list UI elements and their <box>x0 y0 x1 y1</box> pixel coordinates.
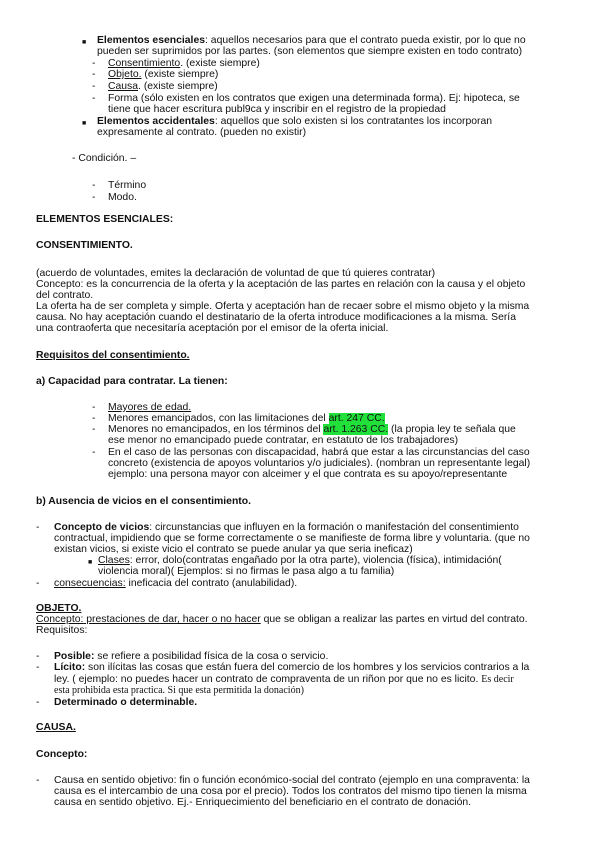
discapacidad-line-3: ejemplo: una persona mayor con alceimer y el que contrata es su apoyo/representante <box>108 469 508 480</box>
consentimiento-paragraph-line: una contraoferta que necesitaría aceptación por el emisor de la oferta inicial. <box>36 323 389 334</box>
causa-heading: CAUSA. <box>36 722 76 733</box>
dash: - <box>92 192 96 203</box>
causa-item: Causa. (existe siempre) <box>108 81 218 92</box>
highlight-art-247: art. 247 CC. <box>328 413 385 424</box>
menores-no-emancipados-line-1: Menores no emancipados, en los términos del art. 1.263 CC. (la propia ley te señala que <box>108 424 516 435</box>
modo-item: Modo. <box>108 192 137 203</box>
dash: - <box>92 58 96 69</box>
determinado-item: Determinado o determinable. <box>54 697 198 708</box>
clases-line-2: violencia moral)( Ejemplos: si no firmas le pasa algo a tu familia) <box>98 566 395 577</box>
dash: - <box>92 180 96 191</box>
licito-line-2: ley. ( ejemplo: no puedes hacer un contrato de compraventa de un riñon por que no es licito. Es decir <box>54 674 514 685</box>
mayores-item: Mayores de edad. <box>108 402 192 413</box>
consecuencias-item: consecuencias: ineficacia del contrato (anulabilidad). <box>54 578 298 589</box>
objeto-requisitos: Requisitos: <box>36 625 88 636</box>
licito-line-3: esta prohibida esta practica. Si que esta permitida la donación) <box>54 685 304 696</box>
objeto-item: Objeto. (existe siempre) <box>108 69 219 80</box>
dash: - <box>92 447 96 458</box>
concepto-vicios-line-1: Concepto de vicios: circunstancias que influyen en la formación o manifestación del consentimiento <box>54 522 519 533</box>
bullet-square: ■ <box>82 39 87 46</box>
posible-item: Posible: se refiere a posibilidad física de la cosa o servicio. <box>54 651 329 662</box>
dash: - <box>92 402 96 413</box>
bullet-square: ■ <box>88 559 93 566</box>
causa-line-3: causa en sentido objetivo. Ej.- Enriquecimiento del beneficiario en el contrato de donación. <box>54 797 472 808</box>
dash: - <box>36 775 40 786</box>
dash: - <box>92 81 96 92</box>
termino-item: Término <box>108 180 147 191</box>
ausencia-vicios-heading: b) Ausencia de vicios en el consentimiento. <box>36 496 251 507</box>
discapacidad-line-1: En el caso de las personas con discapacidad, habrá que estar a las circunstancias del caso <box>108 447 530 458</box>
consentimiento-paragraph-line: Concepto: es la concurrencia de la oferta y la aceptación de las partes en relación con la causa y el objeto <box>36 279 526 290</box>
causa-concepto-heading: Concepto: <box>36 749 88 760</box>
objeto-concepto: Concepto: prestaciones de dar, hacer o no hacer que se obligan a realizar las partes en virtud del contrato. <box>36 614 528 625</box>
consentimiento-paragraph-line: causa. No hay aceptación cuando el destinatario de la oferta introduce modificaciones a la misma. Sería <box>36 312 516 323</box>
concepto-vicios-line-3: existan vicios, si existe vicio el contrato se puede anular ya que seria ineficaz) <box>54 544 413 555</box>
causa-line-1: Causa en sentido objetivo: fin o función económico-social del contrato (ejemplo en una compraventa: la <box>54 775 530 786</box>
forma-item-line-2: tiene que hacer escritura publ9ca y inscribir en el registro de la propiedad <box>108 104 446 115</box>
dash: - <box>92 413 96 424</box>
consentimiento-heading: CONSENTIMIENTO. <box>36 240 133 251</box>
consentimiento-paragraph-line: del contrato. <box>36 290 94 301</box>
elementos-accidentales-line-2: expresamente al contrato. (pueden no existir) <box>97 127 307 138</box>
elementos-esenciales-line-2: pueden ser suprimidos por las partes. (son elementos que siempre existen en todo contrato) <box>97 46 523 57</box>
menores-no-emancipados-line-2: ese menor no emancipado puede contratar, en estatuto de los trabajadores) <box>108 435 459 446</box>
dash: - <box>36 697 40 708</box>
dash: - <box>36 662 40 673</box>
capacidad-heading: a) Capacidad para contratar. La tienen: <box>36 376 228 387</box>
dash: - <box>36 651 40 662</box>
dash: - <box>36 578 40 589</box>
consentimiento-paragraph-line: La oferta ha de ser completa y simple. Oferta y aceptación han de recaer sobre el mismo objeto y la misma <box>36 301 530 312</box>
elementos-esenciales-label: Elementos esenciales <box>97 35 206 46</box>
licito-line-1: Lícito: son ilícitas las cosas que están fuera del comercio de los hombres y los servicios contrarios a la <box>54 662 530 673</box>
concepto-vicios-line-2: contractual, impidiendo que se forme correctamente o se manifieste de forma libre y voluntaria. (que no <box>54 533 530 544</box>
forma-item-line-1: Forma (sólo existen en los contratos que exigen una determinada forma). Ej: hipoteca, se <box>108 93 520 104</box>
condicion-item: - Condición. – <box>72 153 137 164</box>
clases-line-1: Clases: error, dolo(contratas engañado por la otra parte), violencia (física), intimidación( <box>98 555 502 566</box>
elementos-esenciales-line-1: Elementos esenciales: aquellos necesarios para que el contrato pueda existir, por lo que no <box>97 35 526 46</box>
menores-emancipados-item: Menores emancipados, con las limitaciones del art. 247 CC. <box>108 413 385 424</box>
requisitos-consentimiento-heading: Requisitos del consentimiento. <box>36 350 190 361</box>
elementos-esenciales-heading: ELEMENTOS ESENCIALES: <box>36 214 174 225</box>
bullet-square: ■ <box>82 120 87 127</box>
dash: - <box>92 93 96 104</box>
causa-line-2: causa es el intercambio de una cosa por el precio). Todos los contratos del mismo tipo tienen la misma <box>54 786 527 797</box>
dash: - <box>92 69 96 80</box>
dash: - <box>92 424 96 435</box>
discapacidad-line-2: concreto (existencia de apoyos voluntarios y/o judiciales). (nombran un representante legal) <box>108 458 531 469</box>
consentimiento-paragraph-line: (acuerdo de voluntades, emites la declaración de voluntad de que tú quieres contratar) <box>36 268 436 279</box>
consentimiento-item: Consentimiento. (existe siempre) <box>108 58 260 69</box>
elementos-accidentales-line-1: Elementos accidentales: aquellos que solo existen si los contratantes los incorporan <box>97 116 493 127</box>
objeto-heading: OBJETO. <box>36 603 82 614</box>
highlight-art-1263: art. 1.263 CC. <box>323 424 389 435</box>
dash: - <box>36 522 40 533</box>
